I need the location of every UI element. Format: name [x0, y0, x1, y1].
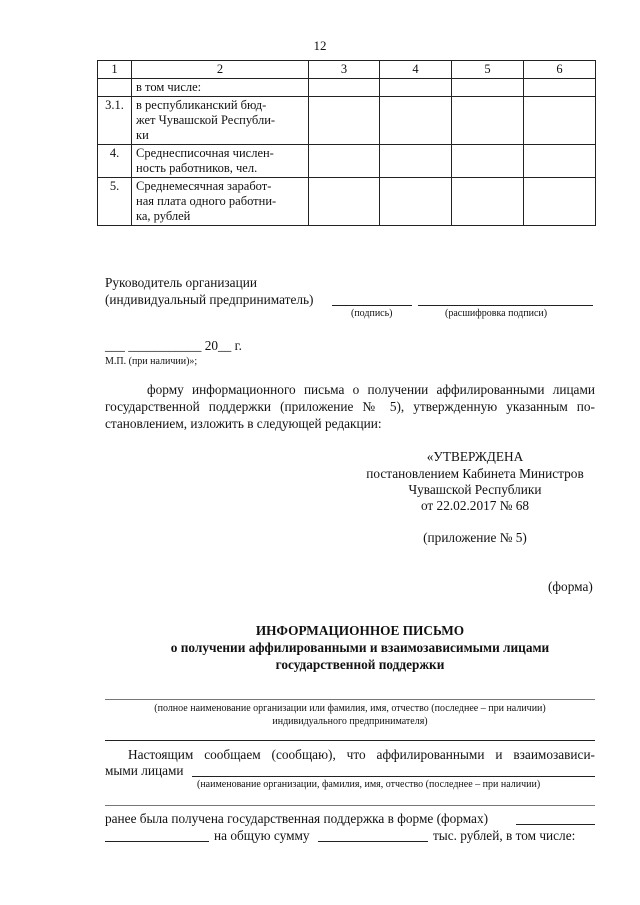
- sum-label: на общую сумму: [214, 828, 310, 843]
- table-header-cell: 4: [380, 61, 452, 79]
- signature-decode-line: [418, 305, 593, 306]
- row-label: в том числе:: [132, 79, 309, 97]
- letter-subtitle: о получении аффилированными и взаимозависимыми лицами: [170, 640, 550, 655]
- organization-name-caption: (полное наименование организации или фамилия, имя, отчество (последнее – при наличии): [154, 703, 546, 714]
- row-number: 5.: [98, 178, 132, 226]
- approval-line: постановлением Кабинета Министров: [366, 466, 584, 481]
- received-line: ранее была получена государственная поддержка в форме (формах): [105, 811, 489, 826]
- separator-line: [105, 805, 595, 806]
- table-row: [98, 178, 596, 226]
- row-number: [98, 79, 132, 97]
- table-header-cell: 1: [98, 61, 132, 79]
- table-header-cell: 5: [452, 61, 524, 79]
- form-note: (форма): [548, 579, 593, 594]
- table-row: [98, 97, 596, 145]
- organization-name-caption: индивидуального предпринимателя): [272, 716, 428, 727]
- table-header-row: [98, 61, 596, 79]
- table-header-cell: 3: [309, 61, 380, 79]
- indicator-table: [97, 60, 596, 226]
- support-form-line: [105, 841, 209, 842]
- approval-title: «УТВЕРЖДЕНА: [426, 449, 524, 464]
- table-header-cell: 2: [132, 61, 309, 79]
- row-label: в республиканский бюд- жет Чувашской Республи- ки: [132, 97, 309, 145]
- affiliated-name-line: [192, 776, 595, 777]
- row-label: Среднемесячная заработ- ная плата одного работни- ка, рублей: [132, 178, 309, 226]
- row-label: Среднесписочная числен- ность работников, чел.: [132, 145, 309, 178]
- notify-line: Настоящим сообщаем (сообщаю), что аффилированными и взаимозависи-: [128, 747, 595, 762]
- approval-date: от 22.02.2017 № 68: [420, 498, 530, 513]
- signature-title-2: (индивидуальный предприниматель): [105, 292, 314, 307]
- paragraph-line: становлением, изложить в следующей редакции:: [105, 416, 382, 431]
- row-number: 4.: [98, 145, 132, 178]
- letter-title: ИНФОРМАЦИОННОЕ ПИСЬМО: [255, 623, 465, 638]
- paragraph-line: государственной поддержки (приложение № 5), утвержденную указанным по-: [105, 399, 595, 414]
- row-number: 3.1.: [98, 97, 132, 145]
- letter-subtitle: государственной поддержки: [275, 657, 445, 672]
- table-header-cell: 6: [524, 61, 596, 79]
- organization-name-line: [105, 699, 595, 700]
- separator-line: [105, 740, 595, 741]
- paragraph-line: форму информационного письма о получении аффилированными лицами: [147, 382, 595, 397]
- date-line: ___ ___________ 20__ г.: [105, 338, 242, 353]
- page-number: 12: [313, 38, 327, 53]
- signature-caption: (подпись): [351, 308, 393, 319]
- signature-line: [332, 305, 412, 306]
- notify-line: мыми лицами: [105, 763, 184, 778]
- table-row: [98, 145, 596, 178]
- signature-title: Руководитель организации: [105, 275, 257, 290]
- signature-decode-caption: (расшифровка подписи): [445, 308, 548, 319]
- stamp-note: М.П. (при наличии)»;: [105, 356, 198, 367]
- table-row: [98, 79, 596, 97]
- appendix-note: (приложение № 5): [423, 530, 527, 545]
- sum-unit: тыс. рублей, в том числе:: [433, 828, 576, 843]
- sum-line: [318, 841, 428, 842]
- affiliated-name-caption: (наименование организации, фамилия, имя, отчество (последнее – при наличии): [197, 779, 541, 790]
- support-form-line: [516, 824, 595, 825]
- approval-line: Чувашской Республики: [408, 482, 542, 497]
